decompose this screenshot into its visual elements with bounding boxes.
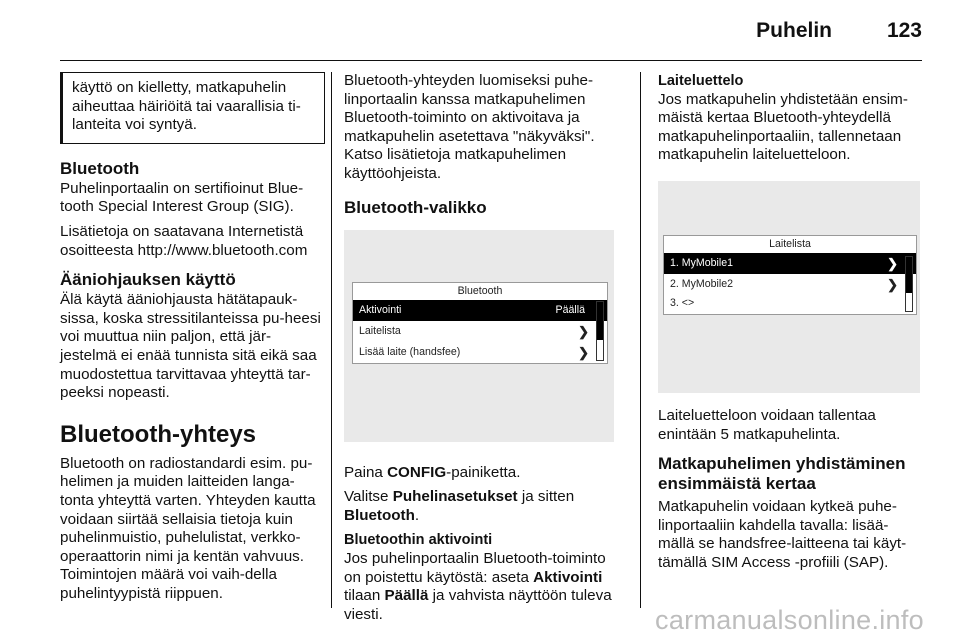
chevron-right-icon: ❯ [578,344,589,360]
text-run: Jos puhelinportaalin Bluetooth-toiminto on poistettu käytöstä: aseta [344,549,606,586]
page-header [60,0,922,61]
bluetooth-connection-paragraph: Bluetooth on radiostandardi esim. pu-helimen ja muiden laitteiden langa-tonta yhteyttä varten. Yhteyden kautta voidaan siirtää sellaisia tietoja kuin puhelinmuistio, puhelulistat, verkko-operaattorin nimi ja kentän vahvuus. Toimintojen määrä voi vaih-della puhelintyypistä riippuen. [60,454,316,602]
warning-box [60,72,325,144]
screen-title: Bluetooth [457,284,503,297]
voice-control-heading: Ääniohjauksen käyttö [60,270,236,290]
page-number: 123 [886,19,922,42]
menu-row-activation[interactable] [353,300,607,321]
scrollbar[interactable] [905,256,913,312]
text-run: . [414,506,420,524]
bluetooth-connection-heading: Bluetooth-yhteys [60,420,257,448]
menu-row-label: Lisää laite (handsfee) [359,345,461,358]
activation-label: Aktivointi [533,568,603,586]
activation-heading: Bluetoothin aktivointi [344,532,493,549]
text-run: tilaan [344,587,385,605]
bluetooth-menu-screen [352,282,608,364]
on-label: Päällä [384,587,429,605]
watermark: carmanualsonline.info [655,605,924,635]
menu-row-device-list[interactable] [353,321,607,342]
select-paragraph [344,488,624,525]
column-divider [331,72,332,608]
first-pairing-paragraph: Matkapuhelin voidaan kytkeä puhe-linportaaliin kahdella tavalla: lisää-mällä se handsfree-laitteena tai käyt-tämällä SIM Access -profiili (SAP). [658,498,907,571]
config-key-label: CONFIG [387,463,447,481]
text-run: ja sitten [517,488,575,506]
text-run: -painiketta. [446,463,521,481]
chevron-right-icon: ❯ [887,255,898,271]
scrollbar-thumb[interactable] [597,302,603,341]
text-run: Paina [344,463,388,481]
device-row-1[interactable] [664,253,916,274]
device-row-3[interactable] [664,295,916,311]
screen-title: Laitelista [769,237,811,250]
activation-paragraph [344,550,624,624]
device-row-label: 3. <> [670,296,695,309]
phone-settings-label: Puhelinasetukset [392,488,518,506]
intro-paragraph: Bluetooth-yhteyden luomiseksi puhe-linportaalin kanssa matkapuhelimen Bluetooth-toiminto on aktivoitava ja matkapuhelin asetettava "näkyväksi". Katso lisätietoja matkapuhelimen käyttöohjeista. [344,72,595,182]
device-list-heading: Laiteluettelo [658,73,744,89]
bluetooth-menu-heading: Bluetooth-valikko [344,197,487,217]
chapter-title: Puhelin [756,19,832,42]
first-pairing-heading: Matkapuhelimen yhdistäminen ensimmäistä kertaa [658,454,906,494]
warning-text: käyttö on kielletty, matkapuhelin aiheuttaa häiriöitä tai vaarallisia ti-lanteita voi syntyä. [72,79,301,134]
menu-row-label: Aktivointi [359,303,402,316]
column-middle [344,72,624,630]
device-list-screen [663,235,917,315]
bluetooth-menu-figure [344,230,614,442]
bluetooth-heading: Bluetooth [60,158,140,178]
scrollbar[interactable] [596,301,604,361]
chevron-right-icon: ❯ [578,323,589,339]
text-run: ja vahvista näyttöön tuleva viesti. [344,587,612,623]
column-right [658,72,923,579]
column-left [60,72,325,609]
bluetooth-label: Bluetooth [344,506,415,524]
device-list-figure [658,181,920,393]
chevron-right-icon: ❯ [887,276,898,292]
capacity-paragraph: Laiteluetteloon voidaan tallentaa enintään 5 matkapuhelinta. [658,406,876,443]
column-divider [640,72,641,608]
device-list-paragraph: Jos matkapuhelin yhdistetään ensim-mäistä kertaa Bluetooth-yhteydellä matkapuhelinportaaliin, tallennetaan matkapuhelin laiteluetteloon. [658,90,908,164]
bluetooth-paragraph: Puhelinportaalin on sertifioinut Blue-tooth Special Interest Group (SIG). [60,179,304,216]
scrollbar-thumb[interactable] [906,257,912,293]
menu-row-label: Laitelista [359,324,401,337]
voice-control-paragraph: Älä käytä ääniohjausta hätätapauk-sissa, koska stressitilanteissa pu-heesi voi muuttua niin paljon, että jär-jestelmä ei enää tunnista sitä eikä saa muodostettua tarvittavaa yhteyttä tar-peeksi nopeasti. [60,291,321,402]
device-row-label: 2. MyMobile2 [670,277,733,290]
text-run: Valitse [344,488,393,506]
device-row-label: 1. MyMobile1 [670,256,733,269]
bluetooth-info-paragraph: Lisätietoja on saatavana Internetistä osoitteesta http://www.bluetooth.com [60,222,308,259]
press-config-paragraph [344,464,624,483]
menu-row-add-device[interactable] [353,342,607,363]
device-row-2[interactable] [664,274,916,295]
menu-row-value: Päällä [555,303,585,316]
